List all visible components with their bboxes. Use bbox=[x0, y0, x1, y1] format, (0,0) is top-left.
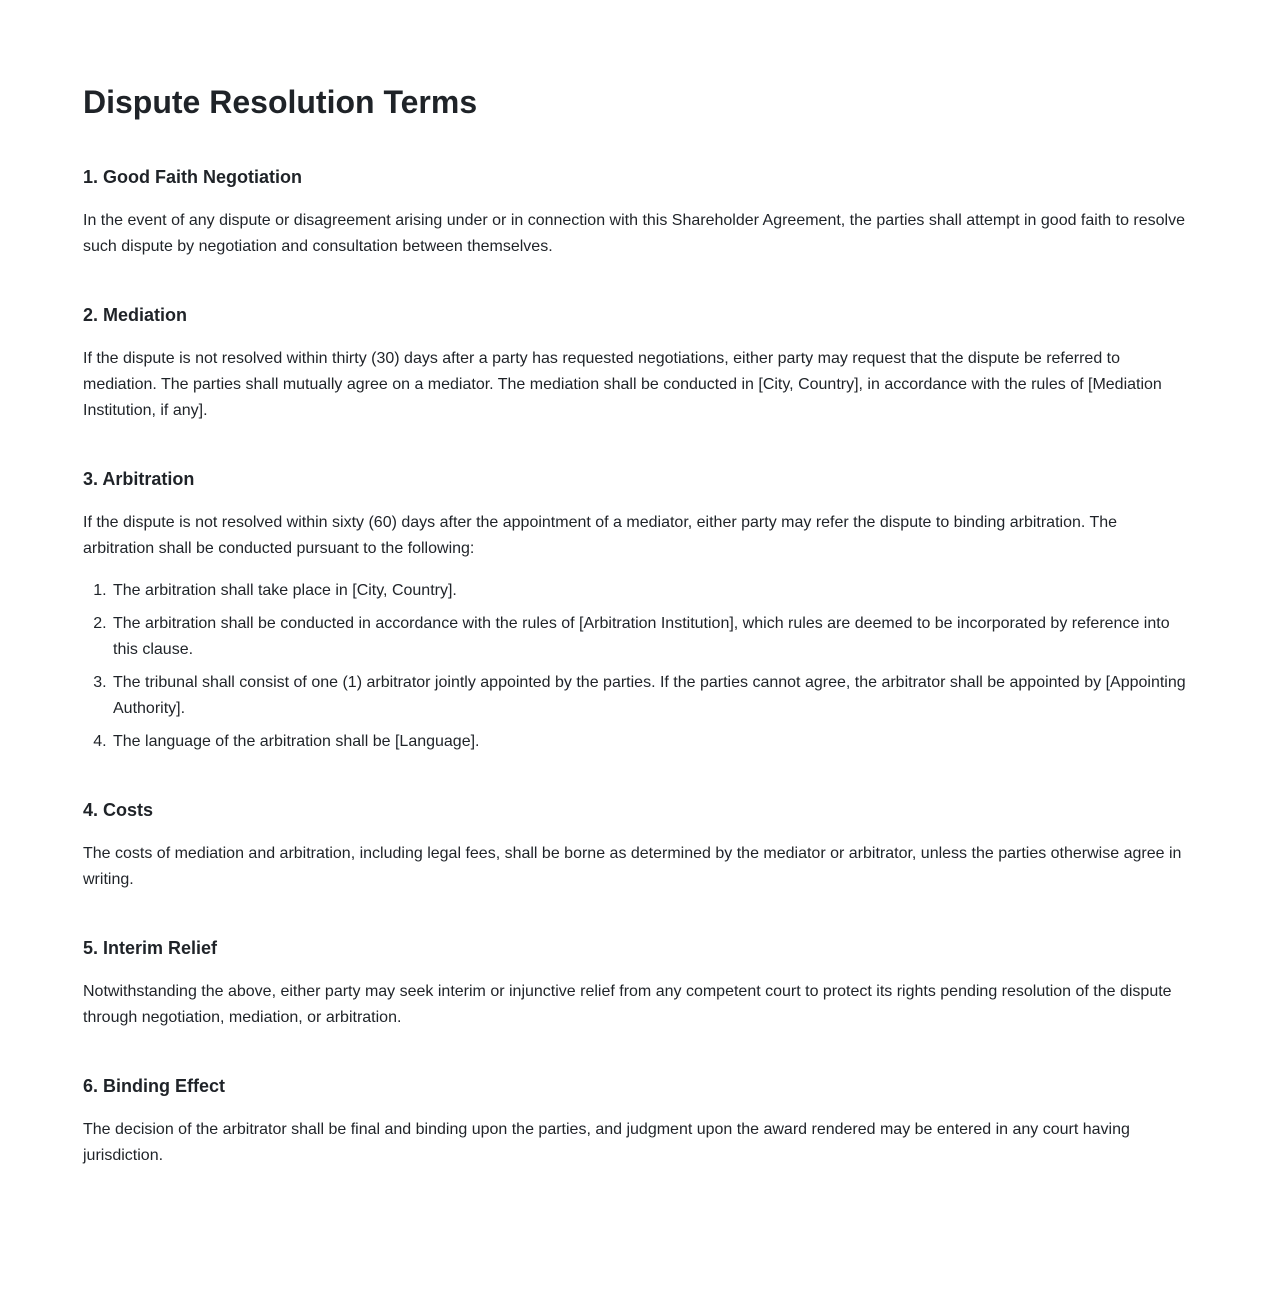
section-body bbox=[83, 510, 1192, 755]
section bbox=[83, 937, 1192, 1031]
paragraph: Notwithstanding the above, either party may seek interim or injunctive relief from any competent court to protect its rights pending resolution of the dispute through negotiation, mediation, or arbitration. bbox=[83, 983, 1172, 1026]
section-heading: 3. Arbitration bbox=[83, 469, 195, 489]
section bbox=[83, 166, 1192, 260]
section-heading: 1. Good Faith Negotiation bbox=[83, 167, 302, 187]
section bbox=[83, 1075, 1192, 1169]
paragraph: If the dispute is not resolved within sixty (60) days after the appointment of a mediator, either party may refer the dispute to binding arbitration. The arbitration shall be conducted pursuant to the following: bbox=[83, 514, 1118, 557]
section bbox=[83, 468, 1192, 755]
list-item: 2. The arbitration shall be conducted in accordance with the rules of [Arbitration Institution], which rules are deemed to be incorporated by reference into this clause. bbox=[111, 611, 1192, 663]
document-title: Dispute Resolution Terms bbox=[83, 84, 478, 120]
paragraph: If the dispute is not resolved within thirty (30) days after a party has requested negotiations, either party may request that the dispute be referred to mediation. The parties shall mutually agree on a mediator. The mediation shall be conducted in [City, Country], in accordance with the rules of [Mediation Institution, if any]. bbox=[83, 350, 1162, 419]
section-heading: 5. Interim Relief bbox=[83, 938, 218, 958]
list-item: 3. The tribunal shall consist of one (1) arbitrator jointly appointed by the parties. If the parties cannot agree, the arbitrator shall be appointed by [Appointing Authority]. bbox=[111, 670, 1192, 722]
section-heading: 4. Costs bbox=[83, 800, 154, 820]
section-heading: 2. Mediation bbox=[83, 305, 188, 325]
document-sections bbox=[83, 166, 1192, 1169]
section-body bbox=[83, 841, 1192, 893]
section-body bbox=[83, 979, 1192, 1031]
section-body bbox=[83, 1117, 1192, 1169]
section-heading: 6. Binding Effect bbox=[83, 1076, 226, 1096]
paragraph: In the event of any dispute or disagreement arising under or in connection with this Shareholder Agreement, the parties shall attempt in good faith to resolve such dispute by negotiation and consultation between themselves. bbox=[83, 212, 1185, 255]
section bbox=[83, 799, 1192, 893]
list-item: 4. The language of the arbitration shall be [Language]. bbox=[111, 729, 1192, 755]
numbered-clause-list bbox=[83, 578, 1192, 755]
section bbox=[83, 304, 1192, 424]
paragraph: The decision of the arbitrator shall be final and binding upon the parties, and judgment upon the award rendered may be entered in any court having jurisdiction. bbox=[83, 1121, 1130, 1164]
list-item: 1. The arbitration shall take place in [City, Country]. bbox=[111, 578, 1192, 604]
paragraph: The costs of mediation and arbitration, including legal fees, shall be borne as determined by the mediator or arbitrator, unless the parties otherwise agree in writing. bbox=[83, 845, 1182, 888]
section-body bbox=[83, 208, 1192, 260]
section-body bbox=[83, 346, 1192, 424]
